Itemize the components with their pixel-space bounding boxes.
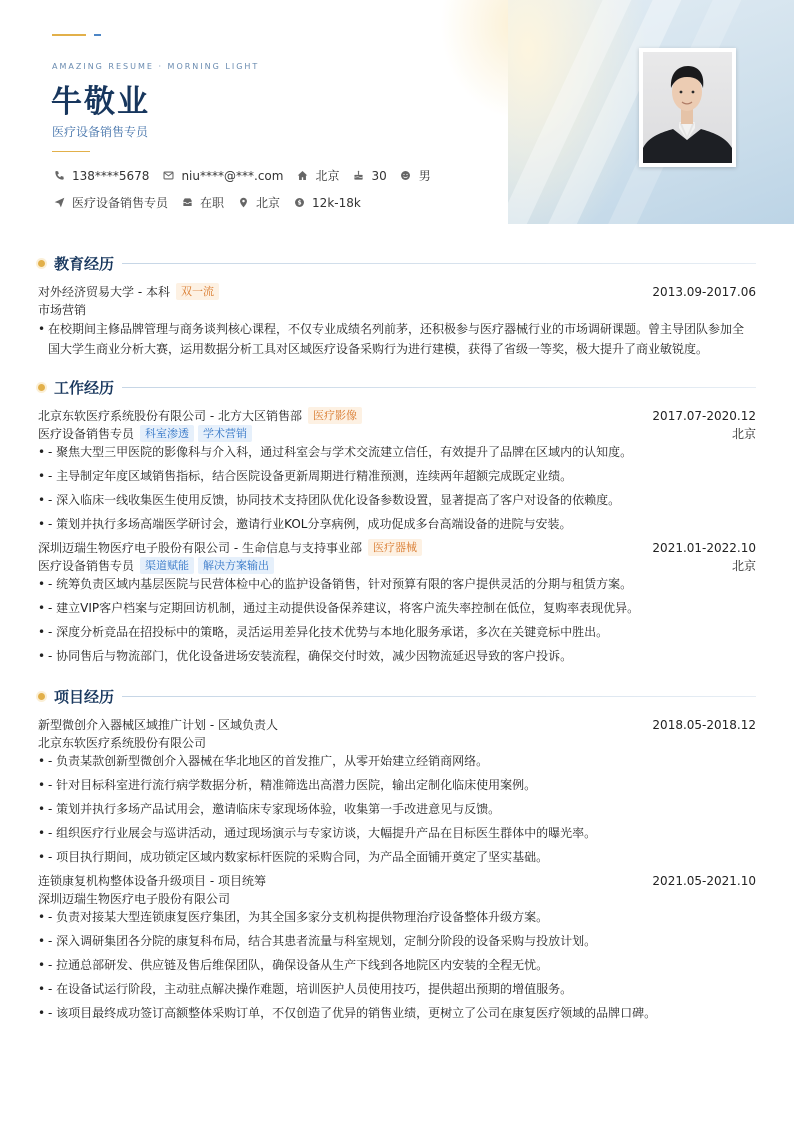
svg-text:$: $: [297, 200, 302, 207]
age-text: 30: [371, 168, 387, 183]
avatar: [643, 52, 732, 163]
candidate-title: 医疗设备销售专员: [52, 125, 149, 139]
job-company: 北京东软医疗系统股份有限公司 - 北方大区销售部: [38, 409, 302, 423]
school-tag: 双一流: [176, 283, 219, 300]
job-role-row: [38, 557, 756, 574]
job-bullet: • - 主导制定年度区域销售指标，结合医院设备更新周期进行精准预测，连续两年超额完成既定业绩。: [38, 466, 750, 486]
candidate-name: 牛敬业: [51, 84, 150, 120]
project-bullet: • - 该项目最终成功签订高额整体采购订单，不仅创造了优异的销售业绩，更树立了公司在康复医疗领域的品牌口碑。: [38, 1003, 750, 1023]
section-title: 工作经历: [54, 379, 115, 397]
job-role: 医疗设备销售专员: [38, 427, 135, 441]
job-skill-tag: 学术营销: [198, 425, 252, 442]
education-description: • 在校期间主修品牌管理与商务谈判核心课程，不仅专业成绩名列前茅，还积极参与医疗器械行业的市场调研课题。曾主导团队参加全国大学生商业分析大赛，运用数据分析工具对区域医疗设备采购行为进行建模，获得了省级一等奖，极大提升了商业敏锐度。: [38, 319, 750, 359]
job-bullet: • - 协同售后与物流部门，优化设备进场安装流程，确保交付时效，减少因物流延迟导致的客户投诉。: [38, 646, 750, 666]
contact-email: [161, 169, 283, 183]
job-skill-tag: 解决方案输出: [198, 557, 274, 574]
section-work-header: [38, 377, 756, 398]
section-divider: [122, 263, 756, 264]
job-bullet: • - 深入临床一线收集医生使用反馈，协同技术支持团队优化设备参数设置，显著提高了客户对设备的依赖度。: [38, 490, 750, 510]
project-bullet: • - 在设备试运行阶段，主动驻点解决操作难题，培训医护人员使用技巧，提供超出预期的增值服务。: [38, 979, 750, 999]
job-dates: 2021.01-2022.10: [652, 540, 756, 555]
project-header-row: [38, 716, 756, 733]
section-dot-icon: [38, 260, 45, 267]
education-dates: 2013.09-2017.06: [652, 284, 756, 299]
inbox-icon: [180, 196, 194, 210]
job-intent-row: [52, 194, 373, 211]
profile-photo: [639, 48, 736, 167]
home-icon: [295, 169, 309, 183]
project-bullet: • - 拉通总部研发、供应链及售后维保团队，确保设备从生产下线到各地院区内安装的全程无忧。: [38, 955, 750, 975]
send-icon: [52, 196, 66, 210]
contact-age: [351, 169, 386, 183]
education-major: 市场营销: [38, 303, 87, 317]
job-location: 北京: [731, 427, 756, 441]
project-header-row: [38, 872, 756, 889]
cake-icon: [351, 169, 365, 183]
project-name: 新型微创介入器械区域推广计划 - 区域负责人: [38, 718, 278, 732]
contact-row: [52, 167, 443, 184]
location-pin-icon: [236, 196, 250, 210]
section-divider: [122, 387, 756, 388]
job-role-row: [38, 425, 756, 442]
project-company: 北京东软医疗系统股份有限公司: [38, 736, 207, 750]
project-bullet: • - 组织医疗行业展会与巡讲活动，通过现场演示与专家访谈，大幅提升产品在目标医生群体中的曝光率。: [38, 823, 750, 843]
gender-text: 男: [418, 169, 431, 183]
face-icon: [399, 169, 413, 183]
project-bullet: • - 项目执行期间，成功锁定区域内数家标杆医院的采购合同，为产品全面铺开奠定了坚实基础。: [38, 847, 750, 867]
education-header-row: [38, 283, 756, 300]
project-bullet: • - 深入调研集团各分院的康复科布局，结合其患者流量与科室规划，定制分阶段的设备采购与投放计划。: [38, 931, 750, 951]
job-industry-tag: 医疗器械: [368, 539, 422, 556]
job-dates: 2017.07-2020.12: [652, 408, 756, 423]
project-dates: 2018.05-2018.12: [652, 717, 756, 732]
project-bullet: • - 负责对接某大型连锁康复医疗集团，为其全国多家分支机构提供物理治疗设备整体升级方案。: [38, 907, 750, 927]
job-location: 北京: [731, 559, 756, 573]
job-bullet: • - 统筹负责区域内基层医院与民营体检中心的监护设备销售，针对预算有限的客户提供灵活的分期与租赁方案。: [38, 574, 750, 594]
school-name: 对外经济贸易大学 - 本科: [38, 285, 170, 299]
job-skill-tag: 渠道赋能: [140, 557, 194, 574]
job-bullet: • - 建立VIP客户档案与定期回访机制，通过主动提供设备保养建议，将客户流失率控制在低位，复购率表现优异。: [38, 598, 750, 618]
section-dot-icon: [38, 693, 45, 700]
job-industry-tag: 医疗影像: [308, 407, 362, 424]
mail-icon: [161, 169, 175, 183]
phone-text: 138****5678: [72, 168, 150, 183]
job-header-row: [38, 539, 756, 556]
job-header-row: [38, 407, 756, 424]
intent-status-text: 在职: [200, 196, 225, 210]
job-skill-tag: 科室渗透: [140, 425, 194, 442]
section-projects-header: [38, 686, 756, 707]
project-company-row: [38, 734, 756, 751]
contact-city: [295, 167, 339, 184]
section-title: 教育经历: [54, 255, 115, 273]
section-education-header: [38, 253, 756, 274]
intent-position-text: 医疗设备销售专员: [72, 196, 169, 210]
section-divider: [122, 696, 756, 697]
intent-salary-text: 12k-18k: [312, 195, 361, 210]
phone-icon: [52, 169, 66, 183]
job-role: 医疗设备销售专员: [38, 559, 135, 573]
job-bullet: • - 深度分析竞品在招投标中的策略，灵活运用差异化技术优势与本地化服务承诺，多次在关键竞标中胜出。: [38, 622, 750, 642]
intent-location-text: 北京: [256, 196, 281, 210]
section-title: 项目经历: [54, 688, 115, 706]
job-bullet: • - 聚焦大型三甲医院的影像科与介入科，通过科室会与学术交流建立信任，有效提升了品牌在区域内的认知度。: [38, 442, 750, 462]
project-company: 深圳迈瑞生物医疗电子股份有限公司: [38, 892, 231, 906]
job-company: 深圳迈瑞生物医疗电子股份有限公司 - 生命信息与支持事业部: [38, 541, 362, 555]
email-text: niu****@***.com: [181, 168, 284, 183]
project-bullet: • - 负责某款创新型微创介入器械在华北地区的首发推广，从零开始建立经销商网络。: [38, 751, 750, 771]
money-icon: [292, 196, 306, 210]
intent-position: [52, 194, 168, 211]
intent-salary: [292, 196, 361, 210]
title-divider: [52, 151, 90, 152]
contact-phone: [52, 169, 149, 183]
project-bullet: • - 针对目标科室进行流行病学数据分析，精准筛选出高潜力医院，输出定制化临床使用案例。: [38, 775, 750, 795]
contact-gender: [399, 167, 431, 184]
project-bullet: • - 策划并执行多场产品试用会，邀请临床专家现场体验，收集第一手改进意见与反馈。: [38, 799, 750, 819]
intent-status: [180, 194, 224, 211]
section-dot-icon: [38, 384, 45, 391]
project-dates: 2021.05-2021.10: [652, 873, 756, 888]
project-company-row: [38, 890, 756, 907]
intent-location: [236, 194, 280, 211]
job-bullet: • - 策划并执行多场高端医学研讨会，邀请行业KOL分享病例，成功促成多台高端设备的进院与安装。: [38, 514, 750, 534]
city-text: 北京: [315, 169, 340, 183]
project-name: 连锁康复机构整体设备升级项目 - 项目统筹: [38, 874, 266, 888]
education-major-row: [38, 301, 756, 318]
header-tagline: AMAZING RESUME · MORNING LIGHT: [52, 62, 260, 71]
